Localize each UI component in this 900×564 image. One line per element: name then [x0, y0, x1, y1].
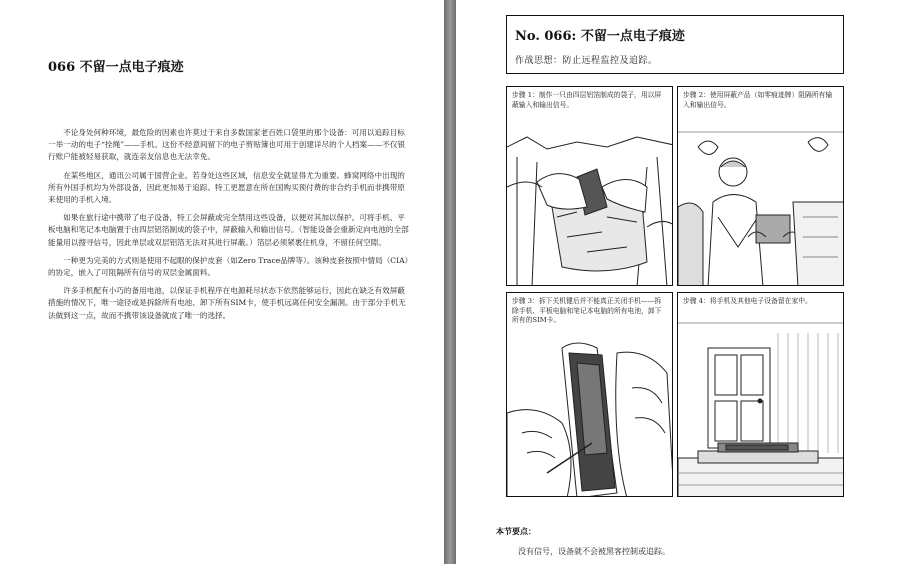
section-header-box	[506, 15, 844, 74]
body-text	[48, 127, 410, 328]
page-gutter	[444, 0, 456, 564]
panel-caption: 步骤 3：拆下关机键后并不能真正关闭手机——拆除手机、平板电脑和笔记本电脑的所有电池，卸下所有的SIM卡。	[512, 297, 667, 326]
paragraph: 如果在旅行途中携带了电子设备，特工会屏蔽或完全禁用这些设备，以便对其加以保护。可将手机、平板电脑和笔记本电脑置于由四层铝箔制成的袋子中，屏蔽输入和输出信号。（智能设备会重新定向电池的全部能量用以搜寻信号，因此单层或双层铝箔无法对其进行屏蔽。）箔层必须紧裹住机身，不留任何空隙。	[48, 213, 409, 247]
foil-bag-illustration	[507, 87, 673, 286]
section-subtitle: 作战思想：防止远程监控及追踪。	[515, 56, 658, 66]
paragraph: 一种更为完美的方式则是使用不起眼的保护皮套（如Zero Trace品牌等）。该种皮套按照中情局（CIA）的协定，嵌入了可阻隔所有信号的双层金属面料。	[48, 255, 409, 278]
right-page	[456, 0, 900, 564]
panel-caption: 步骤 1：制作一只由四层铝箔制成的袋子，用以屏蔽输入和输出信号。	[512, 91, 667, 110]
chapter-title: 066 不留一点电子痕迹	[48, 60, 184, 75]
section-title: No. 066: 不留一点电子痕迹	[515, 29, 685, 44]
paragraph: 许多手机配有小巧的备用电池，以保证手机程序在电源耗尽状态下依然能够运行，因此在缺乏有效屏蔽措施的情况下，唯一途径或是拆除所有电池、卸下所有SIM卡，使手机远离任何安全漏洞。由于部分手机无法做到这一点，故而不携带该设备就成了唯一的选择。	[48, 286, 406, 320]
comic-panel-1	[506, 86, 673, 286]
left-page	[0, 0, 444, 564]
phone-left-at-home-illustration	[678, 293, 844, 497]
panel-caption: 步骤 2：使用屏蔽产品（如零痕迹牌）阻隔所有输入和输出信号。	[683, 91, 838, 110]
panel-caption: 步骤 4：将手机及其他电子设备留在家中。	[683, 297, 838, 307]
key-points-title: 本节要点：	[496, 526, 536, 536]
comic-panel-4	[677, 292, 844, 497]
comic-panel-2	[677, 86, 844, 286]
man-with-shielding-case-illustration	[678, 87, 844, 286]
paragraph: 不论身处何种环境，最危险的因素也许莫过于来自多数国家老百姓口袋里的那个设备：可用以追踪目标一举一动的电子“拴绳”——手机。这份不经意间留下的电子剪贴簿也可用于创建详尽的个人档案——不仅银行账户能被轻易获取，就连亲友信息也无法幸免。	[48, 128, 406, 162]
key-points-text: 没有信号，设备就不会被黑客控制或追踪。	[518, 547, 670, 556]
paragraph: 在某些地区，通讯公司属于国营企业。若身处这些区域，信息安全就显得尤为重要。蜂窝网络中出现的所有外国手机均为外部设备，因此更加易于追踪。特工更愿意在所在国购买预付费的非合约手机而非携带原来使用的手机入境。	[48, 170, 405, 205]
comic-panel-3	[506, 292, 673, 497]
